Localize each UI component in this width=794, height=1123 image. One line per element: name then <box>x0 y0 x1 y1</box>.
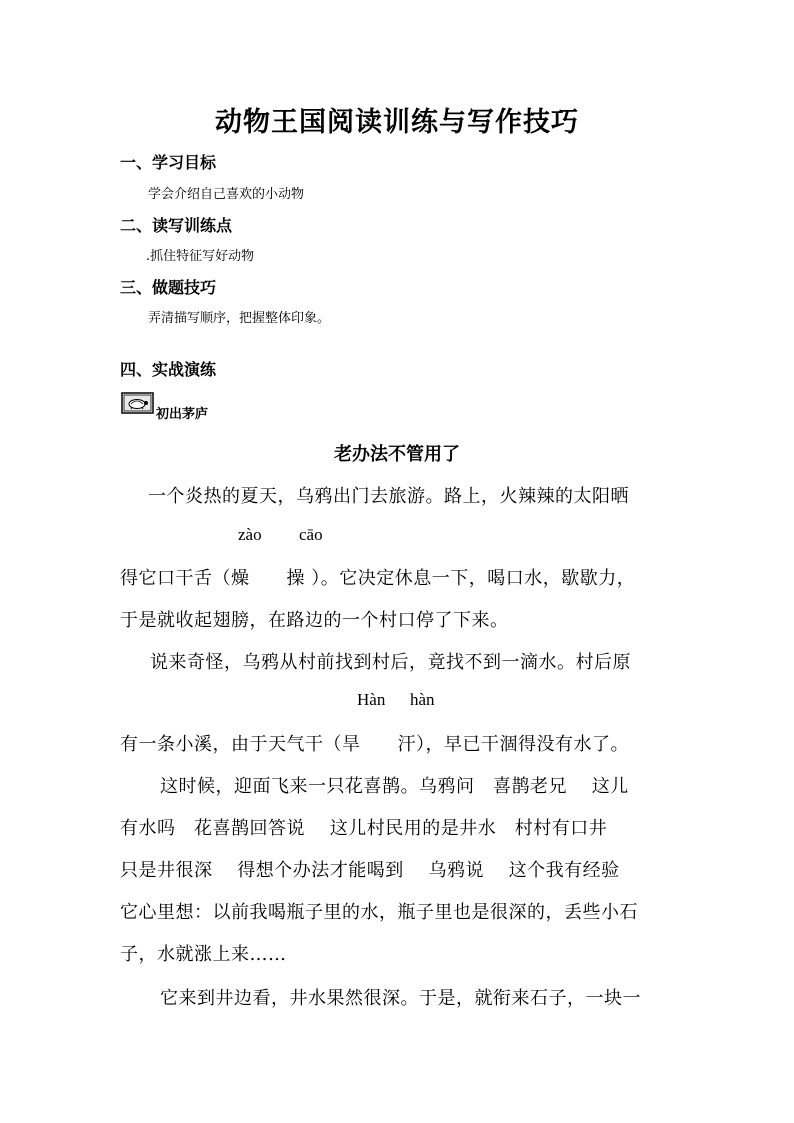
story-line: 这时候，迎面飞来一只花喜鹊。乌鸦问 喜鹊老兄 这儿 <box>160 776 629 797</box>
story-title: 老办法不管用了 <box>334 444 460 465</box>
story-line: 于是就收起翅膀，在路边的一个村口停了下来。 <box>120 610 509 631</box>
turtle-picture-icon <box>121 392 154 414</box>
pinyin-annotation: Hàn <box>357 690 386 709</box>
practice-level-label: 初出茅庐 <box>156 407 209 422</box>
section-heading-practice: 四、实战演练 <box>120 360 217 379</box>
pinyin-annotation: hàn <box>410 690 435 709</box>
section-content-tips: 弄清描写顺序，把握整体印象。 <box>148 311 331 326</box>
story-line: 说来奇怪，乌鸦从村前找到村后，竟找不到一滴水。村后原 <box>150 652 631 673</box>
section-content-training: .抓住特征写好动物 <box>146 249 255 264</box>
story-line: 得它口干舌（燥 操 ）。它决定休息一下，喝口水，歇歇力， <box>120 568 636 589</box>
story-line: 它心里想：以前我喝瓶子里的水，瓶子里也是很深的，丢些小石 <box>120 902 638 923</box>
section-heading-tips: 三、做题技巧 <box>120 278 217 297</box>
story-line: 它来到井边看，井水果然很深。于是，就衔来石子，一块一 <box>160 988 641 1009</box>
story-line: 子，水就涨上来…… <box>120 944 287 965</box>
section-heading-training: 二、读写训练点 <box>120 216 233 235</box>
section-heading-goals: 一、学习目标 <box>120 153 217 172</box>
section-content-goals: 学会介绍自己喜欢的小动物 <box>148 187 305 202</box>
page-title: 动物王国阅读训练与写作技巧 <box>215 107 579 138</box>
pinyin-annotation: zào <box>238 525 262 544</box>
story-line: 只是井很深 得想个办法才能喝到 乌鸦说 这个我有经验 <box>120 860 620 881</box>
pinyin-annotation: cāo <box>299 525 323 544</box>
story-line: 有一条小溪，由于天气干（旱 汗），早已干涸得没有水了。 <box>120 734 629 755</box>
story-line: 有水吗 花喜鹊回答说 这儿村民用的是井水 村村有口井 <box>120 818 608 839</box>
story-line: 一个炎热的夏天，乌鸦出门去旅游。路上，火辣辣的太阳晒 <box>148 486 629 507</box>
